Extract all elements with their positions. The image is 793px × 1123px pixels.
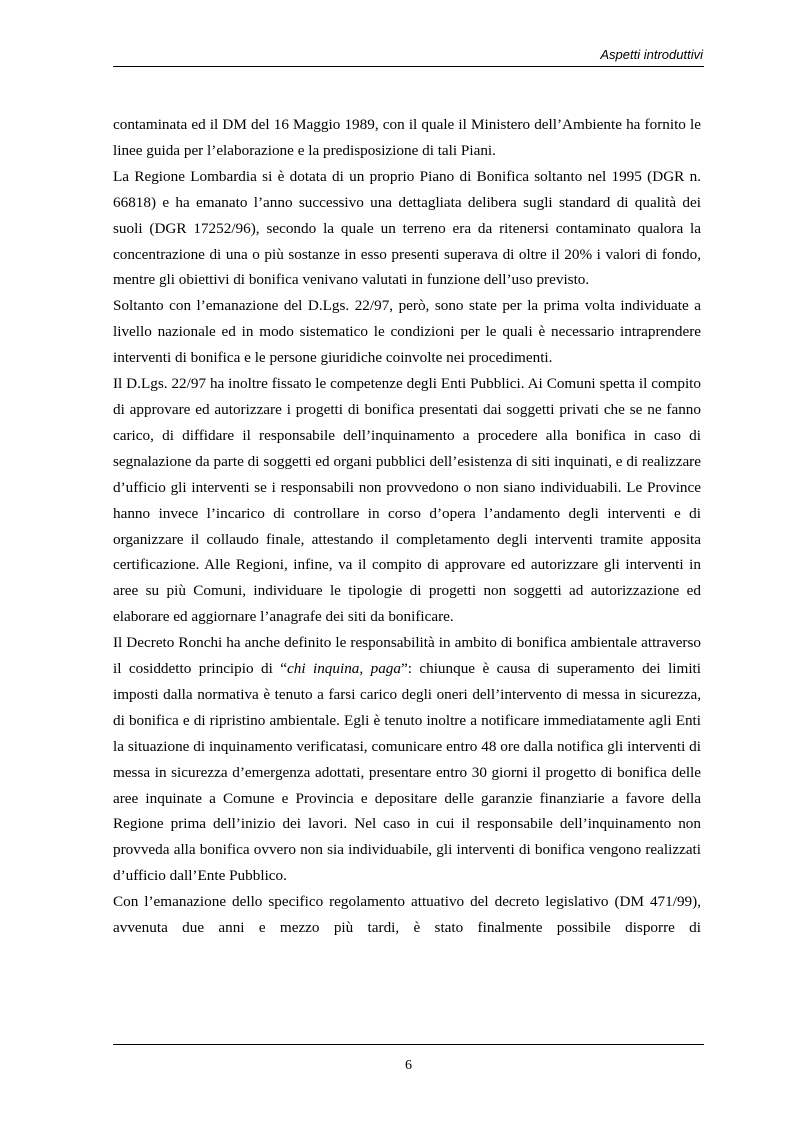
paragraph: La Regione Lombardia si è dotata di un proprio Piano di Bonifica soltanto nel 1995 (DGR n. 66818) e ha emanato l’anno successivo una dettagliata delibera sugli standard di qualità dei suoli (DGR 17252/96), secondo la quale un terreno era da ritenersi contaminato qualora la concentrazione di una o più sostanze in esso presenti superava di oltre il 20% i valori di fondo, mentre gli obiettivi di bonifica venivano valutati in funzione dell’uso previsto. [113, 167, 701, 289]
footer-rule [113, 1044, 704, 1045]
italic-phrase: chi inquina, paga [286, 660, 401, 678]
paragraph-text: ”: chiunque è causa di superamento dei limiti imposti dalla normativa è tenuto a farsi carico degli oneri dell’intervento di messa in sicurezza, di bonifica e di ripristino ambientale. Egli è tenuto inoltre a notificare immediatamente agli Enti la situazione di inquinamento verificatasi, comunicare entro 48 ore dalla notifica gli interventi di messa in sicurezza d’emergenza adottati, presentare entro 30 giorni il progetto di bonifica delle aree inquinate a Comune e Provincia e depositare delle garanzie finanziarie a favore della Regione prima dell’inizio dei lavori. Nel caso in cui il responsabile dell’inquinamento non provveda alla bonifica ovvero non sia individuabile, gli interventi di bonifica vengono realizzati d’ufficio dall’Ente Pubblico. [113, 660, 701, 885]
paragraph: contaminata ed il DM del 16 Maggio 1989, con il quale il Ministero dell’Ambiente ha fornito le linee guida per l’elaborazione e la predisposizione di tali Piani. [113, 116, 701, 159]
paragraph: Soltanto con l’emanazione del D.Lgs. 22/97, però, sono state per la prima volta individuate a livello nazionale ed in modo sistematico le condizioni per le quali è necessario intraprendere interventi di bonifica e le persone giuridiche coinvolte nei procedimenti. [113, 297, 701, 367]
paragraph: Con l’emanazione dello specifico regolamento attuativo del decreto legislativo (DM 471/99), avvenuta due anni e mezzo più tardi, è stato finalmente possibile disporre di [113, 893, 701, 937]
page-number: 6 [405, 1058, 412, 1073]
paragraph [113, 630, 701, 889]
header-rule [113, 66, 704, 67]
body-text [113, 112, 701, 941]
paragraph-text: Il Decreto Ronchi ha anche definito le responsabilità in ambito di bonifica ambientale attraverso il cosiddetto principio di “ [113, 634, 701, 678]
running-header-title: Aspetti introduttivi [600, 47, 703, 62]
paragraph: Il D.Lgs. 22/97 ha inoltre fissato le competenze degli Enti Pubblici. Ai Comuni spetta il compito di approvare ed autorizzare i progetti di bonifica presentati dai soggetti privati che se ne fanno carico, di diffidare il responsabile dell’inquinamento a procedere alla bonifica in caso di segnalazione da parte di soggetti ed organi pubblici dell’esistenza di siti inquinati, e di realizzare d’ufficio gli interventi se i responsabili non provvedono o non siano individuabili. Le Province hanno invece l’incarico di controllare in corso d’opera l’andamento degli interventi e di organizzare il collaudo finale, attestando il completamento degli interventi tramite apposita certificazione. Alle Regioni, infine, va il compito di approvare ed autorizzare gli interventi in aree su più Comuni, individuare le tipologie di progetti non soggetti ad autorizzazione ed elaborare ed aggiornare l’anagrafe dei siti da bonificare. [113, 375, 701, 626]
